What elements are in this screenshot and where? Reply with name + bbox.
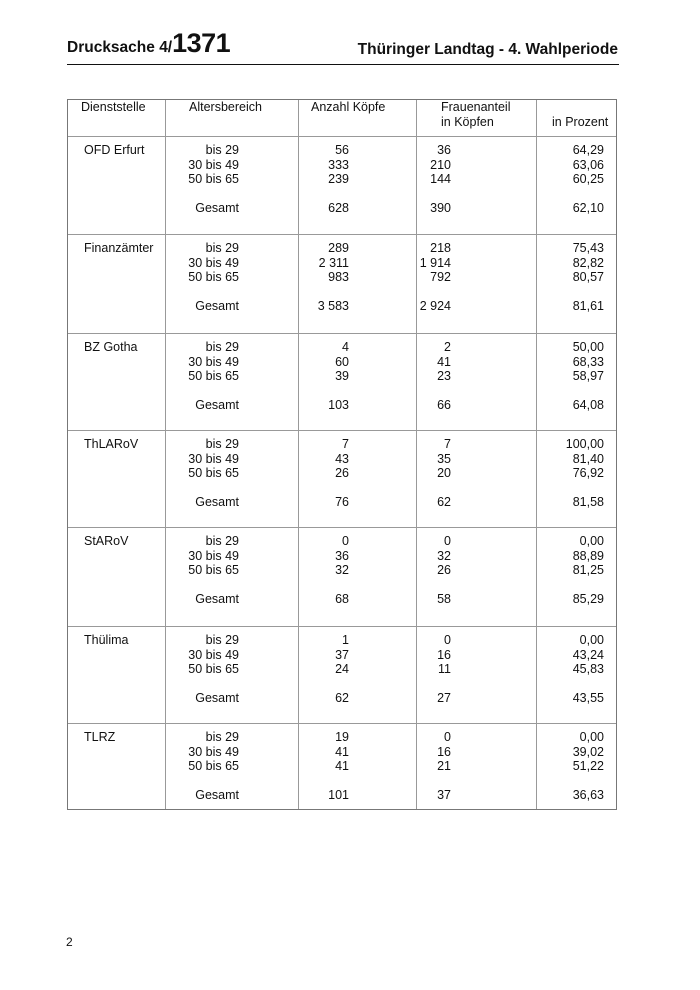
age-total: Gesamt	[195, 787, 239, 802]
women-total: 66	[437, 397, 451, 412]
document-reference	[67, 28, 230, 59]
age-cell: 30 bis 49	[188, 354, 239, 369]
parliament-title: Thüringer Landtag - 4. Wahlperiode	[357, 41, 618, 58]
women-column	[437, 340, 451, 412]
women-cell: 0	[444, 730, 451, 744]
women-total: 62	[437, 494, 451, 509]
ages-column	[188, 241, 239, 313]
age-cell: 30 bis 49	[188, 647, 239, 662]
percents-column	[566, 437, 604, 509]
ages-column	[188, 143, 239, 215]
header-altersbereich: Altersbereich	[189, 100, 262, 114]
age-cell: 30 bis 49	[188, 744, 239, 759]
age-cell: bis 29	[205, 143, 239, 157]
count-cell: 7	[342, 437, 349, 451]
age-total: Gesamt	[195, 690, 239, 705]
percent-cell: 58,97	[572, 369, 604, 383]
women-cell: 210	[430, 157, 451, 172]
percents-column	[573, 143, 604, 215]
women-cell: 16	[437, 647, 451, 662]
age-cell: bis 29	[205, 241, 239, 255]
counts-column	[328, 340, 349, 412]
percents-column	[573, 340, 604, 412]
age-cell: 50 bis 65	[188, 172, 239, 186]
women-cell: 7	[444, 437, 451, 451]
header-in-koepfen: in Köpfen	[441, 115, 494, 129]
ages-column	[188, 633, 239, 705]
age-total: Gesamt	[195, 397, 239, 412]
percents-column	[573, 633, 604, 705]
dienststelle-name: Thülima	[84, 633, 129, 647]
age-cell: 50 bis 65	[188, 369, 239, 383]
count-total: 103	[328, 397, 349, 412]
count-cell: 41	[335, 759, 349, 773]
age-cell: bis 29	[205, 534, 239, 548]
table-group	[68, 723, 616, 811]
age-cell: bis 29	[205, 340, 239, 354]
percent-cell: 0,00	[579, 633, 604, 647]
women-cell: 32	[437, 548, 451, 563]
percent-cell: 0,00	[579, 534, 604, 548]
women-total: 2 924	[419, 298, 451, 313]
percent-cell: 100,00	[565, 437, 604, 451]
age-cell: bis 29	[205, 633, 239, 647]
women-cell: 16	[437, 744, 451, 759]
count-cell: 37	[335, 647, 349, 662]
counts-column	[335, 437, 349, 509]
count-cell: 32	[335, 563, 349, 577]
women-cell: 41	[437, 354, 451, 369]
percent-cell: 81,25	[572, 563, 604, 577]
women-column	[437, 534, 451, 606]
count-cell: 1	[342, 633, 349, 647]
count-cell: 60	[335, 354, 349, 369]
ages-column	[188, 730, 239, 802]
percent-total: 81,61	[572, 298, 604, 313]
counts-column	[335, 633, 349, 705]
women-column	[437, 633, 451, 705]
percent-total: 36,63	[572, 787, 604, 802]
women-total: 37	[437, 787, 451, 802]
table-group	[68, 527, 616, 627]
dienststelle-name: StARoV	[84, 534, 129, 548]
age-total: Gesamt	[195, 298, 239, 313]
count-cell: 39	[335, 369, 349, 383]
percent-cell: 80,57	[572, 270, 604, 284]
age-cell: 30 bis 49	[188, 548, 239, 563]
count-cell: 19	[335, 730, 349, 744]
women-cell: 23	[437, 369, 451, 383]
page-number: 2	[66, 935, 73, 949]
counts-column	[318, 241, 349, 313]
count-cell: 289	[328, 241, 349, 255]
table-group	[68, 626, 616, 724]
percent-cell: 43,24	[572, 647, 604, 662]
percent-cell: 51,22	[572, 759, 604, 773]
women-cell: 0	[444, 633, 451, 647]
percent-cell: 39,02	[572, 744, 604, 759]
women-cell: 35	[437, 451, 451, 466]
count-cell: 2 311	[318, 255, 349, 270]
count-cell: 0	[342, 534, 349, 548]
percent-cell: 81,40	[572, 451, 604, 466]
header-in-prozent: in Prozent	[552, 115, 609, 129]
percent-cell: 76,92	[572, 466, 604, 480]
age-cell: 50 bis 65	[188, 563, 239, 577]
percent-cell: 63,06	[572, 157, 604, 172]
ages-column	[188, 340, 239, 412]
percent-cell: 60,25	[572, 172, 604, 186]
counts-column	[328, 143, 349, 215]
age-cell: 50 bis 65	[188, 662, 239, 676]
count-total: 68	[335, 591, 349, 606]
women-cell: 26	[437, 563, 451, 577]
percent-total: 81,58	[572, 494, 604, 509]
header-anzahl: Anzahl Köpfe	[311, 100, 386, 114]
age-cell: 30 bis 49	[188, 451, 239, 466]
age-cell: bis 29	[205, 730, 239, 744]
women-cell: 792	[430, 270, 451, 284]
percent-cell: 75,43	[572, 241, 604, 255]
percent-cell: 68,33	[572, 354, 604, 369]
women-cell: 1 914	[419, 255, 451, 270]
ages-column	[188, 534, 239, 606]
counts-column	[335, 534, 349, 606]
women-cell: 20	[437, 466, 451, 480]
age-cell: 30 bis 49	[188, 157, 239, 172]
women-cell: 11	[438, 662, 451, 676]
count-cell: 4	[342, 340, 349, 354]
percent-total: 85,29	[572, 591, 604, 606]
count-total: 76	[335, 494, 349, 509]
age-total: Gesamt	[195, 494, 239, 509]
percents-column	[573, 241, 604, 313]
count-cell: 36	[335, 548, 349, 563]
dienststelle-name: OFD Erfurt	[84, 143, 145, 157]
women-cell: 36	[437, 143, 451, 157]
header-dienststelle: Dienststelle	[81, 100, 146, 114]
percent-cell: 45,83	[572, 662, 604, 676]
women-column	[437, 437, 451, 509]
percent-cell: 0,00	[579, 730, 604, 744]
percents-column	[573, 730, 604, 802]
dienststelle-name: Finanzämter	[84, 241, 154, 255]
count-cell: 239	[328, 172, 349, 186]
women-total: 58	[437, 591, 451, 606]
ages-column	[188, 437, 239, 509]
count-total: 628	[328, 200, 349, 215]
count-cell: 41	[335, 744, 349, 759]
women-column	[437, 730, 451, 802]
count-total: 62	[335, 690, 349, 705]
women-cell: 0	[444, 534, 451, 548]
count-cell: 983	[328, 270, 349, 284]
women-cell: 218	[430, 241, 451, 255]
dienststelle-name: TLRZ	[84, 730, 116, 744]
percent-total: 62,10	[572, 200, 604, 215]
count-total: 101	[328, 787, 349, 802]
women-column	[430, 143, 451, 215]
document-label: Drucksache 4/	[67, 39, 173, 56]
table-group	[68, 430, 616, 528]
women-column	[420, 241, 451, 313]
header-frauenanteil: Frauenanteil	[441, 100, 511, 114]
count-cell: 24	[335, 662, 349, 676]
age-total: Gesamt	[195, 200, 239, 215]
percent-total: 43,55	[572, 690, 604, 705]
women-cell: 21	[437, 759, 451, 773]
age-cell: 50 bis 65	[188, 466, 239, 480]
counts-column	[328, 730, 349, 802]
table-group	[68, 333, 616, 431]
age-cell: 30 bis 49	[188, 255, 239, 270]
count-cell: 26	[335, 466, 349, 480]
percents-column	[573, 534, 604, 606]
age-total: Gesamt	[195, 591, 239, 606]
women-cell: 144	[430, 172, 451, 186]
table-group	[68, 234, 616, 334]
table-group	[68, 136, 616, 235]
dienststelle-name: ThLARoV	[84, 437, 139, 451]
women-cell: 2	[444, 340, 451, 354]
count-cell: 43	[335, 451, 349, 466]
percent-cell: 82,82	[572, 255, 604, 270]
age-cell: bis 29	[205, 437, 239, 451]
staff-table	[67, 99, 617, 810]
age-cell: 50 bis 65	[188, 270, 239, 284]
document-number: 1371	[172, 28, 231, 58]
count-cell: 56	[335, 143, 349, 157]
page-header	[67, 30, 619, 65]
count-cell: 333	[328, 157, 349, 172]
percent-cell: 50,00	[572, 340, 604, 354]
age-cell: 50 bis 65	[188, 759, 239, 773]
women-total: 390	[430, 200, 451, 215]
dienststelle-name: BZ Gotha	[84, 340, 138, 354]
percent-total: 64,08	[572, 397, 604, 412]
percent-cell: 64,29	[572, 143, 604, 157]
women-total: 27	[437, 690, 451, 705]
count-total: 3 583	[317, 298, 349, 313]
percent-cell: 88,89	[572, 548, 604, 563]
